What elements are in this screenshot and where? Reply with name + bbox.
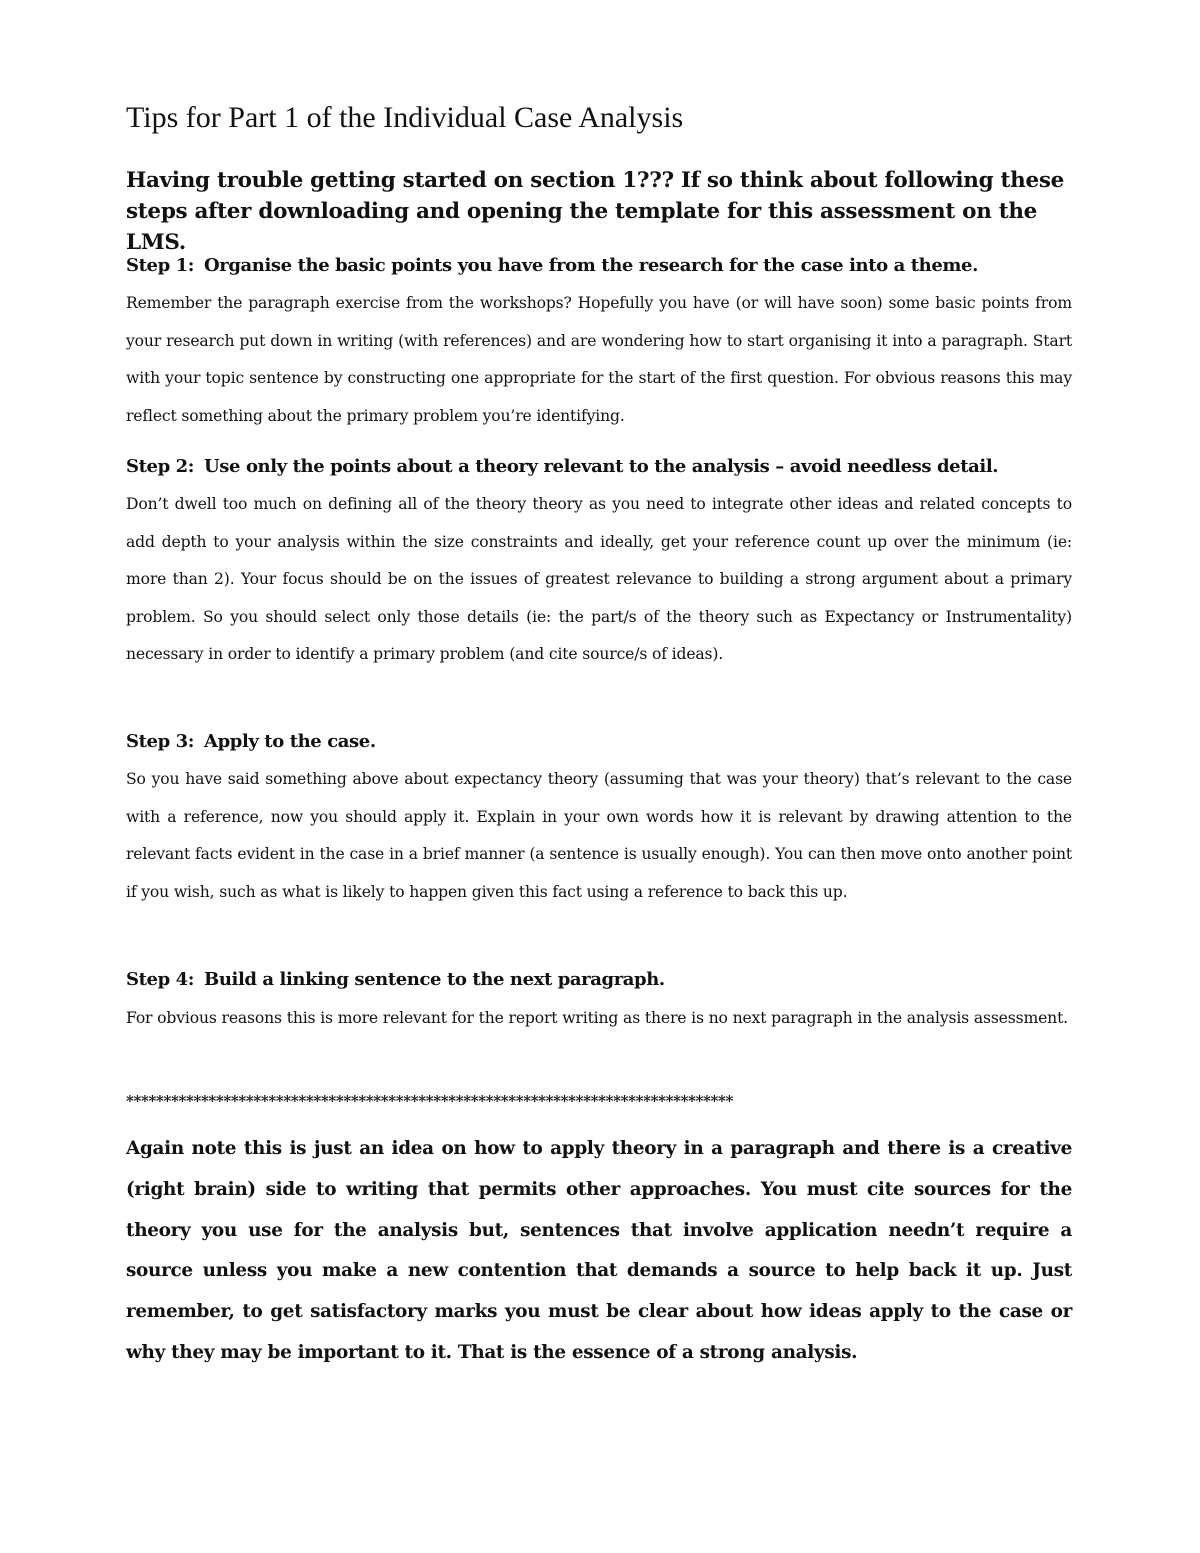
step-1-label: Step 1: bbox=[126, 255, 194, 276]
asterisk-separator: ********************************************************************************* bbox=[126, 1092, 734, 1110]
step-4-label: Step 4: bbox=[126, 969, 194, 990]
step-2-heading bbox=[126, 454, 998, 480]
step-3-label: Step 3: bbox=[126, 731, 194, 752]
step-2-title: Use only the points about a theory relevant to the analysis – avoid needless detail. bbox=[204, 456, 999, 477]
step-4-title: Build a linking sentence to the next paragraph. bbox=[204, 969, 665, 990]
step-3-heading bbox=[126, 729, 376, 755]
intro-paragraph: Having trouble getting started on section 1??? If so think about following these steps after downloading and opening the template for this assessment on the LMS. bbox=[126, 168, 1065, 255]
step-4-heading bbox=[126, 967, 665, 993]
step-2-body: Don’t dwell too much on defining all of the theory theory as you need to integrate other ideas and related concepts to add depth to your analysis within the size constraints and ideally, get your reference count up over the minimum (ie: more than 2). Your focus should be on the issues of greatest relevance to building a strong argument about a primary problem. So you should select only those details (ie: the part/s of the theory such as Expectancy or Instrumentality) necessary in order to identify a primary problem (and cite source/s of ideas). bbox=[126, 495, 1072, 663]
step-4-body: For obvious reasons this is more relevant for the report writing as there is no next paragraph in the analysis assessment. bbox=[126, 1009, 1068, 1027]
step-1-body: Remember the paragraph exercise from the workshops? Hopefully you have (or will have soon) some basic points from your research put down in writing (with references) and are wondering how to start organising it into a paragraph. Start with your topic sentence by constructing one appropriate for the start of the first question. For obvious reasons this may reflect something about the primary problem you’re identifying. bbox=[126, 294, 1072, 425]
page-title: Tips for Part 1 of the Individual Case Analysis bbox=[126, 101, 684, 134]
closing-paragraph: Again note this is just an idea on how to apply theory in a paragraph and there is a creative (right brain) side to writing that permits other approaches. You must cite sources for the theory you use for the analysis but, sentences that involve application needn’t require a source unless you make a new contention that demands a source to help back it up. Just remember, to get satisfactory marks you must be clear about how ideas apply to the case or why they may be important to it. That is the essence of a strong analysis. bbox=[126, 1138, 1072, 1363]
step-1-title: Organise the basic points you have from the research for the case into a theme. bbox=[204, 255, 978, 276]
step-3-title: Apply to the case. bbox=[204, 731, 376, 752]
step-1-heading bbox=[126, 253, 978, 279]
step-3-body: So you have said something above about expectancy theory (assuming that was your theory) that’s relevant to the case with a reference, now you should apply it. Explain in your own words how it is relevant by drawing attention to the relevant facts evident in the case in a brief manner (a sentence is usually enough). You can then move onto another point if you wish, such as what is likely to happen given this fact using a reference to back this up. bbox=[126, 770, 1072, 901]
step-2-label: Step 2: bbox=[126, 456, 194, 477]
